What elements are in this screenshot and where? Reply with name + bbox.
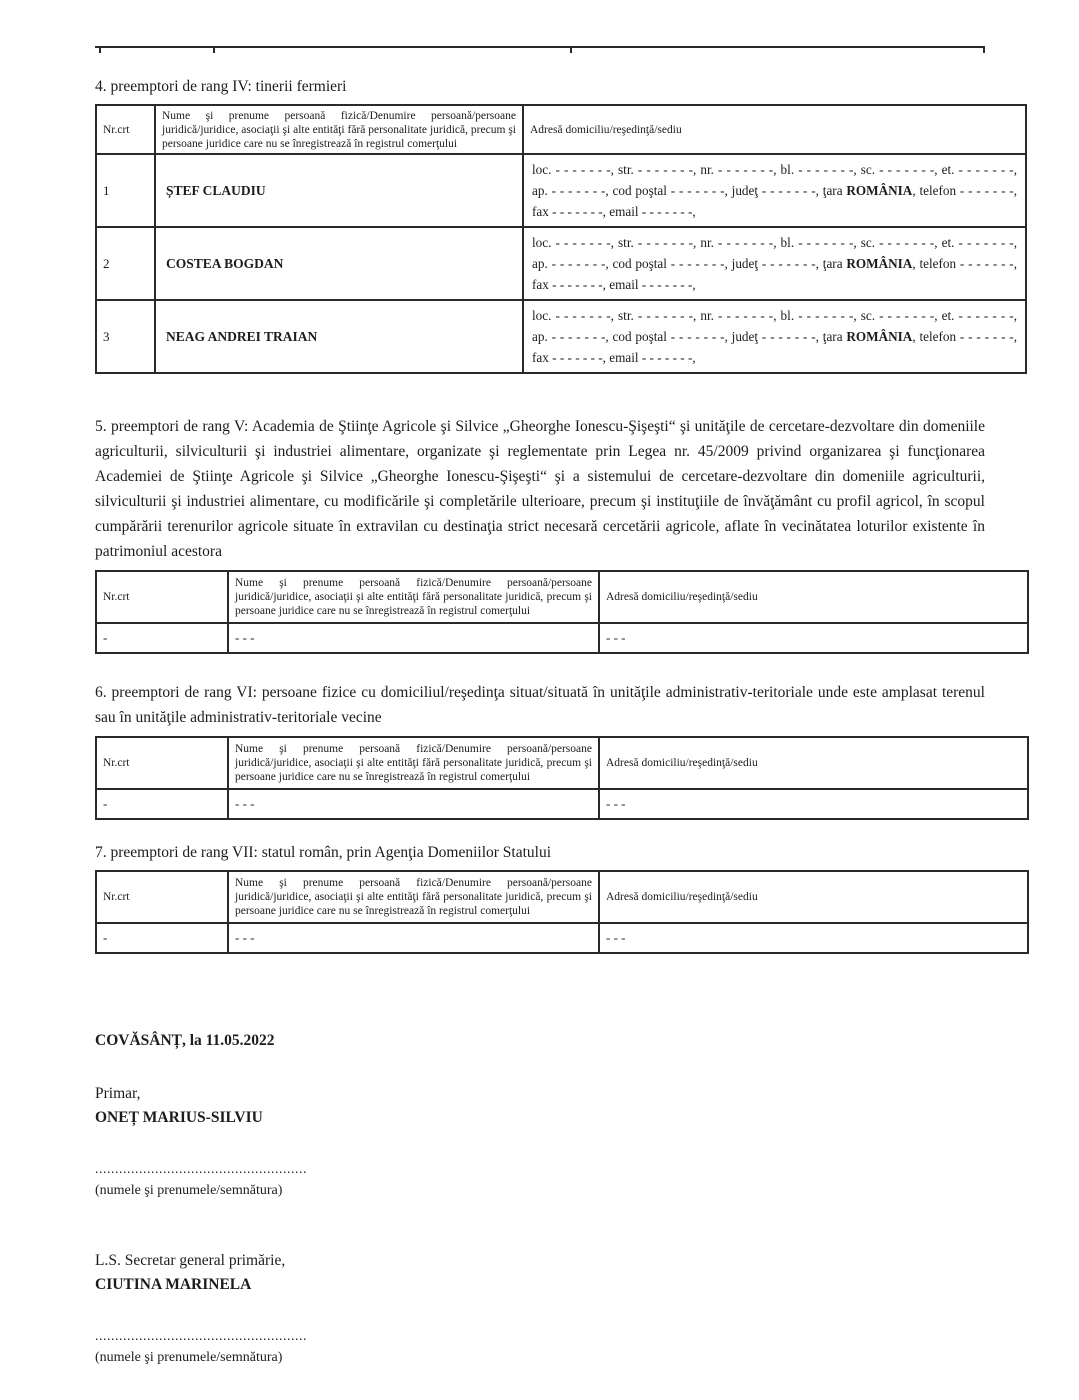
section5-paragraph: 5. preemptori de rang V: Academia de Ştiinţe Agricole şi Silvice „Gheorghe Ionescu-Şişeşti“ şi unităţile de cercetare-dezvoltare din domeniile agriculturii, silviculturii şi industriei alimentare, organizate şi reglementate prin Legea nr. 45/2009 privind organizarea şi funcţionarea Academiei de Ştiinţe Agricole şi Silvice „Gheorghe Ionescu-Şişeşti“ şi a sistemului de cercetare-dezvoltare din domeniile agriculturii, silviculturii şi industriei alimentare, cu modificările şi completările ulterioare, precum şi instituţiile de învăţământ cu profil agricol, în scopul cumpărării terenurilor agricole situate în extravilan cu destinaţia strict necesară cercetării agricole, aflate în vecinătatea loturilor existente în patrimoniul acestora — [95, 418, 985, 560]
address-line-1: loc. - - - - - - -, str. - - - - - - -, nr. - - - - - - -, bl. - - - - - - -, sc. - - - - - - -, et. - - - - - - -, — [532, 235, 1017, 250]
row-number: 3 — [96, 300, 155, 373]
address-cell — [523, 300, 1026, 373]
secretar-label: L.S. Secretar general primărie, — [95, 1252, 286, 1269]
table-row — [96, 227, 1026, 300]
address-line-3: fax - - - - - - -, email - - - - - - -, — [532, 204, 696, 219]
address-line-2-post: , telefon - - - - - - -, — [912, 329, 1018, 344]
table-border-tick — [213, 48, 215, 53]
person-name: - - - — [228, 923, 599, 953]
primar-label: Primar, — [95, 1085, 141, 1102]
country-name: ROMÂNIA — [846, 256, 913, 271]
section7-heading: 7. preemptori de rang VII: statul român, prin Agenţia Domeniilor Statului — [95, 844, 552, 861]
country-name: ROMÂNIA — [846, 183, 913, 198]
address-line-1: loc. - - - - - - -, str. - - - - - - -, nr. - - - - - - -, bl. - - - - - - -, sc. - - - - - - -, et. - - - - - - -, — [532, 308, 1017, 323]
table-border-tick — [99, 48, 101, 53]
address-line-3: fax - - - - - - -, email - - - - - - -, — [532, 277, 696, 292]
secretar-name: CIUTINA MARINELA — [95, 1276, 252, 1293]
table-header-row — [96, 571, 1028, 623]
address-line-2 — [532, 180, 1017, 201]
section4-preemptors-table — [95, 104, 1027, 374]
secretar-block — [95, 1249, 985, 1366]
empty-table-row — [96, 923, 1028, 953]
person-name: ȘTEF CLAUDIU — [155, 154, 523, 227]
person-name: COSTEA BOGDAN — [155, 227, 523, 300]
address-line-2 — [532, 253, 1017, 274]
address-cell: - - - — [599, 923, 1028, 953]
address-line-2-pre: ap. - - - - - - -, cod poştal - - - - - - -, judeţ - - - - - - -, ţara — [532, 329, 847, 344]
country-name: ROMÂNIA — [846, 329, 913, 344]
address-line-2-post: , telefon - - - - - - -, — [912, 183, 1018, 198]
secretar-signature-line: ..................................................... — [95, 1329, 307, 1344]
signature-block — [95, 1032, 985, 1366]
name-header-cell: Nume şi prenume persoană fizică/Denumire persoană/persoane juridică/juridice, asociaţii şi alte entităţi fără personalitate juridică, precum şi persoane juridice care nu se înregistrează în registrul comerţului — [155, 105, 523, 154]
address-header-cell: Adresă domiciliu/reşedinţă/sediu — [599, 737, 1028, 789]
address-cell — [523, 154, 1026, 227]
address-header-cell: Adresă domiciliu/reşedinţă/sediu — [599, 871, 1028, 923]
address-line-2-pre: ap. - - - - - - -, cod poştal - - - - - - -, judeţ - - - - - - -, ţara — [532, 183, 847, 198]
nr-crt-header-cell: Nr.crt — [96, 571, 228, 623]
person-name: - - - — [228, 789, 599, 819]
table-header-row — [96, 105, 1026, 154]
address-cell: - - - — [599, 789, 1028, 819]
address-line-2-pre: ap. - - - - - - -, cod poştal - - - - - - -, judeţ - - - - - - -, ţara — [532, 256, 847, 271]
section6-paragraph: 6. preemptori de rang VI: persoane fizice cu domiciliul/reşedinţa situat/situată în unităţile administrativ-teritoriale unde este amplasat terenul sau în unităţile administrativ-teritoriale vecine — [95, 684, 985, 726]
address-line-1: loc. - - - - - - -, str. - - - - - - -, nr. - - - - - - -, bl. - - - - - - -, sc. - - - - - - -, et. - - - - - - -, — [532, 162, 1017, 177]
address-line-2 — [532, 326, 1017, 347]
row-number: - — [96, 623, 228, 653]
name-header-cell: Nume şi prenume persoană fizică/Denumire persoană/persoane juridică/juridice, asociaţii şi alte entităţi fără personalitate juridică, precum şi persoane juridice care nu se înregistrează în registrul comerţului — [228, 737, 599, 789]
table-border-tick — [570, 48, 572, 53]
section5-preemptors-table — [95, 570, 1029, 654]
address-line-2-post: , telefon - - - - - - -, — [912, 256, 1018, 271]
table-header-row — [96, 871, 1028, 923]
name-header-cell: Nume şi prenume persoană fizică/Denumire persoană/persoane juridică/juridice, asociaţii şi alte entităţi fără personalitate juridică, precum şi persoane juridice care nu se înregistrează în registrul comerţului — [228, 871, 599, 923]
section6-preemptors-table — [95, 736, 1029, 820]
section7-preemptors-table — [95, 870, 1029, 954]
address-header-cell: Adresă domiciliu/reşedinţă/sediu — [523, 105, 1026, 154]
address-cell: - - - — [599, 623, 1028, 653]
address-line-3: fax - - - - - - -, email - - - - - - -, — [532, 350, 696, 365]
primar-name: ONEȚ MARIUS-SILVIU — [95, 1109, 263, 1126]
table-row — [96, 154, 1026, 227]
secretar-signature-caption: (numele şi prenumele/semnătura) — [95, 1350, 283, 1365]
person-name: - - - — [228, 623, 599, 653]
table-header-row — [96, 737, 1028, 789]
empty-table-row — [96, 789, 1028, 819]
nr-crt-header-cell: Nr.crt — [96, 737, 228, 789]
primar-signature-caption: (numele şi prenumele/semnătura) — [95, 1183, 283, 1198]
table-border-tick — [983, 48, 985, 53]
place-and-date: COVĂSÂNȚ, la 11.05.2022 — [95, 1032, 275, 1049]
nr-crt-header-cell: Nr.crt — [96, 105, 155, 154]
person-name: NEAG ANDREI TRAIAN — [155, 300, 523, 373]
previous-table-bottom-border — [95, 46, 985, 54]
row-number: - — [96, 789, 228, 819]
row-number: 1 — [96, 154, 155, 227]
empty-table-row — [96, 623, 1028, 653]
name-header-cell: Nume şi prenume persoană fizică/Denumire persoană/persoane juridică/juridice, asociaţii şi alte entităţi fără personalitate juridică, precum şi persoane juridice care nu se înregistrează în registrul comerţului — [228, 571, 599, 623]
section4-heading: 4. preemptori de rang IV: tinerii fermieri — [95, 78, 347, 95]
address-header-cell: Adresă domiciliu/reşedinţă/sediu — [599, 571, 1028, 623]
nr-crt-header-cell: Nr.crt — [96, 871, 228, 923]
row-number: - — [96, 923, 228, 953]
primar-signature-line: ..................................................... — [95, 1162, 307, 1177]
table-row — [96, 300, 1026, 373]
row-number: 2 — [96, 227, 155, 300]
address-cell — [523, 227, 1026, 300]
